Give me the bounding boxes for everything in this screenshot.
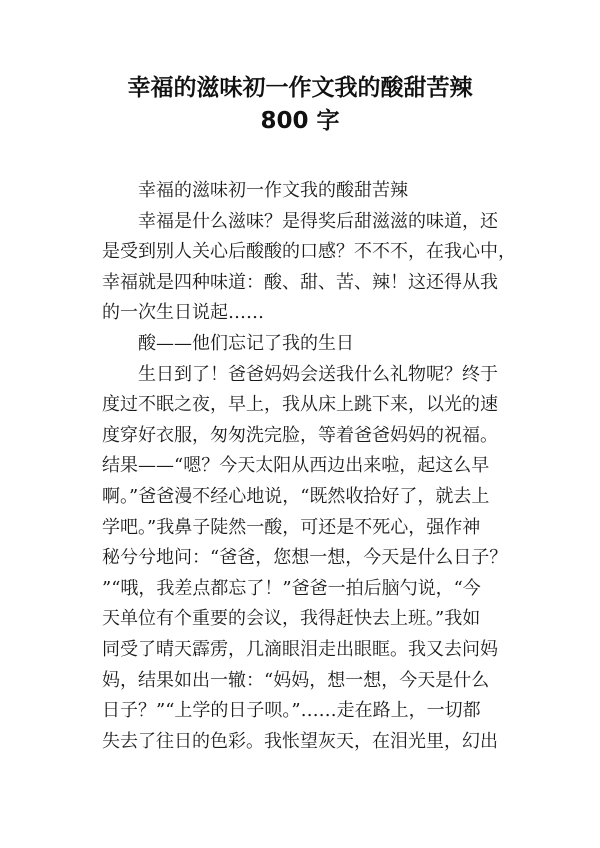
body-line: 度过不眠之夜，早上，我从床上跳下来，以光的速 [102,394,498,416]
body-line: 是受到别人关心后酸酸的口感？不不不，在我心中， [102,241,516,263]
body-line: ”“哦，我差点都忘了！”爸爸一拍后脑勺说，“今 [102,577,481,599]
body-line: 的一次生日说起…… [102,302,264,324]
body-line: 生日到了！爸爸妈妈会送我什么礼物呢？终于 [138,363,498,385]
body-line: 日子？”“上学的日子呗。”……走在路上，一切都 [102,700,481,722]
body-line: 啊。”爸爸漫不经心地说，“既然收拾好了，就去上 [102,485,490,507]
body-line: 妈，结果如出一辙：“妈妈，想一想，今天是什么 [102,669,490,691]
body-line: 结果——“嗯？今天太阳从西边出来啦，起这么早 [102,455,490,477]
body-line: 秘兮兮地问：“爸爸，您想一想，今天是什么日子？ [102,547,508,569]
title-line-1: 幸福的滋味初一作文我的酸甜苦辣 [127,75,473,101]
body-line: 同受了晴天霹雳，几滴眼泪走出眼眶。我又去问妈 [102,638,498,660]
body-line: 幸福就是四种味道：酸、甜、苦、辣！这还得从我 [102,271,498,293]
body-line: 酸——他们忘记了我的生日 [138,332,354,354]
body-line: 失去了往日的色彩。我怅望灰天，在泪光里，幻出 [102,730,498,752]
body-line: 学吧。”我鼻子陡然一酸，可还是不死心，强作神 [102,516,481,538]
body-line: 天单位有个重要的会议，我得赶快去上班。”我如 [102,608,481,630]
document-body [102,176,516,757]
document-title [60,72,540,138]
body-line: 幸福的滋味初一作文我的酸甜苦辣 [138,180,408,201]
body-line: 度穿好衣服，匆匆洗完脸，等着爸爸妈妈的祝福。 [102,424,498,446]
body-line: 幸福是什么滋味？是得奖后甜滋滋的味道，还 [138,210,498,232]
title-line-2: 800 字 [260,108,340,134]
